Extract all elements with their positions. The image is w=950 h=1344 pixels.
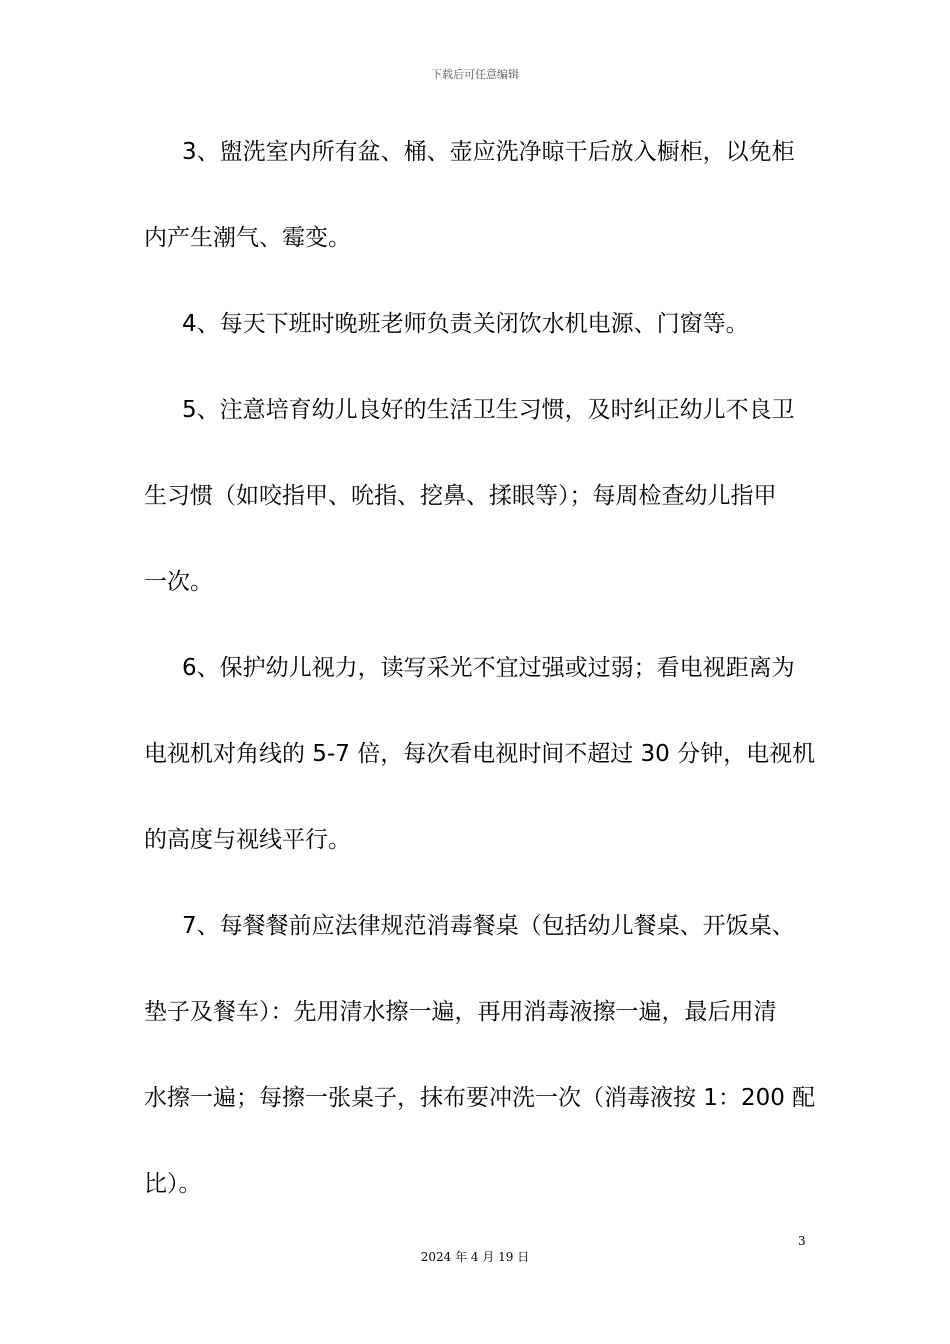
paragraph-line: 6、保护幼儿视力，读写采光不宜过强或过弱；看电视距离为 [182,655,795,681]
paragraph-line: 5、注意培育幼儿良好的生活卫生习惯，及时纠正幼儿不良卫 [182,397,795,423]
paragraph-line: 比）。 [144,1171,202,1197]
paragraph-line: 生习惯（如咬指甲、吮指、挖鼻、揉眼等）；每周检查幼儿指甲 [144,483,777,509]
paragraph-line: 7、每餐餐前应法律规范消毒餐桌（包括幼儿餐桌、开饭桌、 [182,913,795,939]
page-number: 3 [798,1234,806,1248]
paragraph-line: 内产生潮气、霉变。 [144,225,351,251]
paragraph-line: 垫子及餐车）：先用清水擦一遍，再用消毒液擦一遍，最后用清 [144,999,777,1025]
paragraph-line: 3、盥洗室内所有盆、桶、壶应洗净晾干后放入橱柜，以免柜 [182,139,795,165]
paragraph-line: 的高度与视线平行。 [144,827,351,853]
footer-date: 2024 年 4 月 19 日 [420,1250,530,1264]
paragraph-line: 4、每天下班时晚班老师负责关闭饮水机电源、门窗等。 [182,311,749,337]
paragraph-line: 一次。 [144,569,213,595]
document-body [144,128,814,1246]
paragraph-line: 电视机对角线的 5-7 倍，每次看电视时间不超过 30 分钟，电视机 [144,741,816,767]
paragraph-line: 水擦一遍；每擦一张桌子，抹布要冲洗一次（消毒液按 1：200 配 [144,1085,816,1111]
header-note: 下载后可任意编辑 [431,68,519,81]
